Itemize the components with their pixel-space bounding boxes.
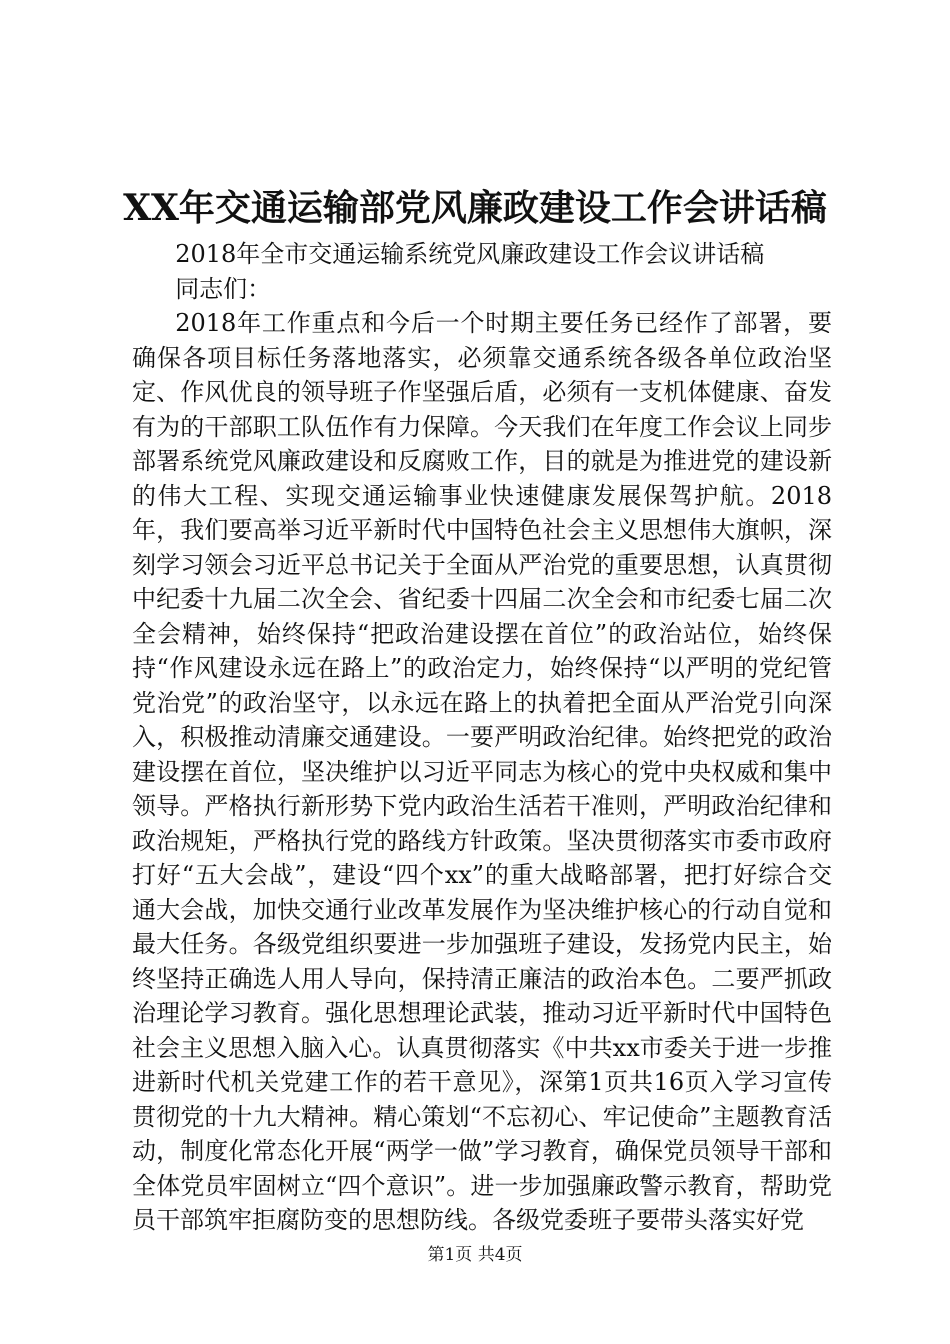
page-footer: 第1页 共4页: [427, 1245, 523, 1265]
subtitle-paragraph: 2018年全市交通运输系统党风廉政建设工作会议讲话稿: [175, 240, 765, 268]
salutation-paragraph: 同志们：: [175, 274, 272, 303]
body-paragraph: 2018年工作重点和今后一个时期主要任务已经作了部署，要确保各项目标任务落地落实，必须靠交通系统各级各单位政治坚定、作风优良的领导班子作坚强后盾，必须有一支机体健康、奋发有为的干部职工队伍作有力保障。今天我们在年度工作会议上同步部署系统党风廉政建设和反腐败工作，目的就是为推进党的建设新的伟大工程、实现交通运输事业快速健康发展保驾护航。2018年，我们要高举习近平新时代中国特色社会主义思想伟大旗帜，深刻学习领会习近平总书记关于全面从严治党的重要思想，认真贯彻中纪委十九届二次全会、省纪委十四届二次全会和市纪委七届二次全会精神，始终保持“把政治建设摆在首位”的政治站位，始终保持“作风建设永远在路上”的政治定力，始终保持“以严明的党纪管党治党”的政治坚守，以永远在路上的执着把全面从严治党引向深入，积极推动清廉交通建设。一要严明政治纪律。始终把党的政治建设摆在首位，坚决维护以习近平同志为核心的党中央权威和集中领导。严格执行新形势下党内政治生活若干准则，严明政治纪律和政治规矩，严格执行党的路线方针政策。坚决贯彻落实市委市政府打好“五大会战”，建设“四个xx”的重大战略部署，把打好综合交通大会战，加快交通行业改革发展作为坚决维护核心的行动自觉和最大任务。各级党组织要进一步加强班子建设，发扬党内民主，始终坚持正确选人用人导向，保持清正廉洁的政治本色。二要严抓政治理论学习教育。强化思想理论武装，推动习近平新时代中国特色社会主义思想入脑入心。认真贯彻落实《中共xx市委关于进一步推进新时代机关党建工作的若干意见》，深第1页共16页入学习宣传贯彻党的十九大精神。精心策划“不忘初心、牢记使命”主题教育活动，制度化常态化开展“两学一做”学习教育，确保党员领导干部和全体党员牢固树立“四个意识”。进一步加强廉政警示教育，帮助党员干部筑牢拒腐防变的思想防线。各级党委班子要带头落实好党: [132, 309, 832, 1234]
document-title: XX年交通运输部党风廉政建设工作会讲话稿: [123, 187, 827, 229]
document-body: [132, 237, 832, 1238]
